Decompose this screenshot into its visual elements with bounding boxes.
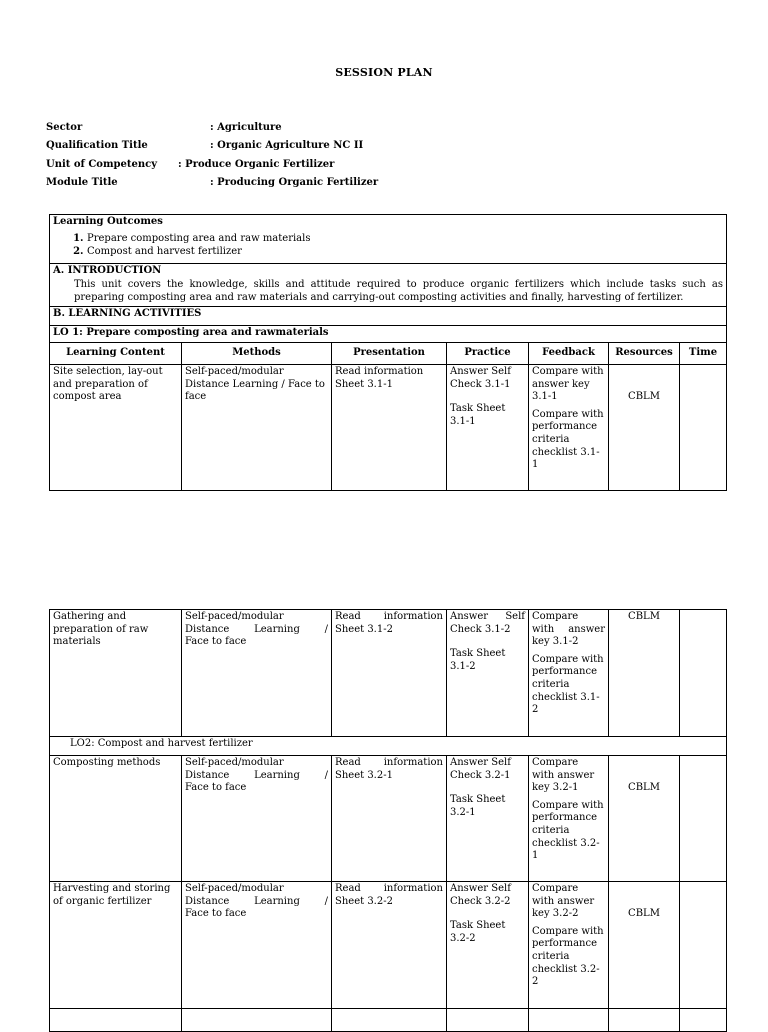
lo2-row bbox=[50, 737, 727, 756]
task-sheet: Task Sheet 3.2-1 bbox=[450, 794, 506, 818]
lo1-row bbox=[50, 326, 727, 343]
learning-content-cell: Site selection, lay-out and preparation of compost area bbox=[50, 365, 182, 491]
methods-line: Self-paced/modular bbox=[185, 611, 284, 622]
methods-line: Face to face bbox=[185, 782, 247, 794]
column-header: Learning Content bbox=[50, 343, 182, 365]
introduction-heading: A. INTRODUCTION bbox=[53, 265, 162, 276]
methods-line: Self-paced/modular bbox=[185, 883, 284, 894]
answer-key-feedback: Compare with answer key 3.1-1 bbox=[532, 366, 604, 403]
qualification-label: Qualification Title bbox=[46, 140, 148, 152]
learning-content-cell: Harvesting and storing of organic fertilizer bbox=[50, 882, 182, 1009]
presentation-line: Read information bbox=[335, 611, 443, 622]
methods-line: Distance Learning / bbox=[185, 895, 328, 907]
column-header: Methods bbox=[182, 343, 332, 365]
task-sheet: Task Sheet 3.2-2 bbox=[450, 920, 506, 944]
methods-cell bbox=[182, 882, 332, 1009]
performance-criteria-feedback: Compare with performance criteria checklist 3.1-1 bbox=[532, 408, 604, 471]
methods-line: Self-paced/modular bbox=[185, 757, 284, 768]
activities-heading: B. LEARNING ACTIVITIES bbox=[50, 307, 727, 326]
answer-key-feedback: key 3.2-1 bbox=[532, 782, 579, 794]
time-cell bbox=[680, 1009, 727, 1032]
presentation-cell bbox=[332, 882, 447, 1009]
time-cell bbox=[680, 610, 727, 737]
methods-line: Face to face bbox=[185, 908, 247, 920]
unit-value: : Produce Organic Fertilizer bbox=[178, 158, 335, 170]
presentation-line: Read information bbox=[335, 757, 443, 768]
self-check: Answer Self bbox=[450, 611, 525, 622]
resources-cell: CBLM bbox=[609, 365, 680, 491]
column-header: Resources bbox=[609, 343, 680, 365]
answer-key-feedback: key 3.2-2 bbox=[532, 908, 579, 920]
feedback-cell bbox=[529, 1009, 609, 1032]
methods-cell bbox=[182, 610, 332, 737]
column-header: Feedback bbox=[529, 343, 609, 365]
lo1-heading: LO 1: Prepare composting area and rawmaterials bbox=[50, 326, 727, 343]
practice-cell bbox=[447, 1009, 529, 1032]
outcomes-heading: Learning Outcomes bbox=[53, 216, 163, 227]
column-header: Practice bbox=[447, 343, 529, 365]
time-cell bbox=[680, 365, 727, 491]
resources-cell: CBLM bbox=[609, 610, 680, 737]
feedback-cell bbox=[529, 610, 609, 737]
feedback-cell bbox=[529, 365, 609, 491]
presentation-cell: Read information Sheet 3.1-1 bbox=[332, 365, 447, 491]
task-sheet: Task Sheet 3.1-1 bbox=[450, 403, 506, 427]
self-check: Answer Self bbox=[450, 883, 511, 894]
table-row bbox=[50, 610, 727, 737]
column-header: Presentation bbox=[332, 343, 447, 365]
session-plan-table bbox=[49, 214, 727, 491]
presentation-line: Sheet 3.2-2 bbox=[335, 895, 393, 907]
outcome-item: 2. Compost and harvest fertilizer bbox=[87, 245, 723, 258]
table-row bbox=[50, 365, 727, 491]
feedback-cell bbox=[529, 756, 609, 882]
practice-cell bbox=[447, 756, 529, 882]
presentation-line: Sheet 3.1-2 bbox=[335, 623, 393, 635]
module-value: : Producing Organic Fertilizer bbox=[210, 176, 379, 188]
outcome-item: 1. Prepare composting area and raw materials bbox=[87, 232, 723, 245]
outcomes-row bbox=[50, 215, 727, 264]
presentation-cell bbox=[332, 1009, 447, 1032]
unit-label: Unit of Competency bbox=[46, 158, 158, 170]
performance-criteria-feedback: Compare with performance criteria checklist 3.1-2 bbox=[532, 653, 604, 716]
practice-cell bbox=[447, 365, 529, 491]
column-header: Time bbox=[680, 343, 727, 365]
learning-content-cell: Composting methods bbox=[50, 756, 182, 882]
session-plan-table-continued bbox=[49, 609, 727, 1032]
sector-value: : Agriculture bbox=[210, 122, 282, 133]
time-cell bbox=[680, 882, 727, 1009]
table-row bbox=[50, 882, 727, 1009]
lo2-heading: LO2: Compost and harvest fertilizer bbox=[50, 737, 727, 756]
answer-key-feedback: Compare bbox=[532, 883, 579, 894]
resources-cell bbox=[609, 1009, 680, 1032]
page-title: SESSION PLAN bbox=[335, 66, 433, 79]
task-sheet: Task Sheet 3.1-2 bbox=[450, 648, 506, 672]
practice-cell bbox=[447, 882, 529, 1009]
answer-key-feedback: Compare bbox=[532, 757, 579, 768]
table-row bbox=[50, 756, 727, 882]
methods-cell: Self-paced/modular Distance Learning / Face to face bbox=[182, 365, 332, 491]
presentation-line: Sheet 3.2-1 bbox=[335, 769, 393, 781]
introduction-row bbox=[50, 264, 727, 307]
methods-cell bbox=[182, 756, 332, 882]
presentation-cell bbox=[332, 756, 447, 882]
self-check: Answer Self bbox=[450, 757, 511, 768]
practice-cell bbox=[447, 610, 529, 737]
performance-criteria-feedback: Compare with performance criteria checklist 3.2-1 bbox=[532, 799, 604, 862]
learning-content-cell bbox=[50, 1009, 182, 1032]
module-label: Module Title bbox=[46, 176, 118, 188]
resources-cell: CBLM bbox=[609, 882, 680, 1009]
feedback-cell bbox=[529, 882, 609, 1009]
answer-key-feedback: with answer bbox=[532, 895, 595, 907]
self-check: Check 3.1-2 bbox=[450, 623, 511, 635]
sector-label: Sector bbox=[46, 122, 83, 133]
self-check: Check 3.2-2 bbox=[450, 895, 511, 907]
answer-key-feedback: with answer bbox=[532, 623, 605, 635]
performance-criteria-feedback: Compare with performance criteria checklist 3.2-2 bbox=[532, 925, 604, 988]
methods-line: Distance Learning / bbox=[185, 623, 328, 635]
methods-cell bbox=[182, 1009, 332, 1032]
introduction-text: This unit covers the knowledge, skills and attitude required to produce organic fertilizers which include tasks such as preparing composting area and raw materials and carrying-out composting activities and finally, harvesting of fertilizer. bbox=[74, 278, 724, 303]
column-header-row bbox=[50, 343, 727, 365]
presentation-line: Read information bbox=[335, 883, 443, 894]
table-row bbox=[50, 1009, 727, 1032]
answer-key-feedback: Compare bbox=[532, 611, 579, 622]
qualification-value: : Organic Agriculture NC II bbox=[210, 140, 364, 152]
outcomes-list bbox=[53, 232, 723, 258]
answer-key-feedback: key 3.1-2 bbox=[532, 636, 579, 648]
presentation-cell bbox=[332, 610, 447, 737]
self-check: Check 3.2-1 bbox=[450, 769, 511, 781]
activities-row bbox=[50, 307, 727, 326]
self-check: Answer Self Check 3.1-1 bbox=[450, 366, 511, 390]
time-cell bbox=[680, 756, 727, 882]
resources-cell: CBLM bbox=[609, 756, 680, 882]
methods-line: Face to face bbox=[185, 636, 247, 648]
methods-line: Distance Learning / bbox=[185, 769, 328, 781]
answer-key-feedback: with answer bbox=[532, 769, 595, 781]
learning-content-cell: Gathering and preparation of raw materials bbox=[50, 610, 182, 737]
